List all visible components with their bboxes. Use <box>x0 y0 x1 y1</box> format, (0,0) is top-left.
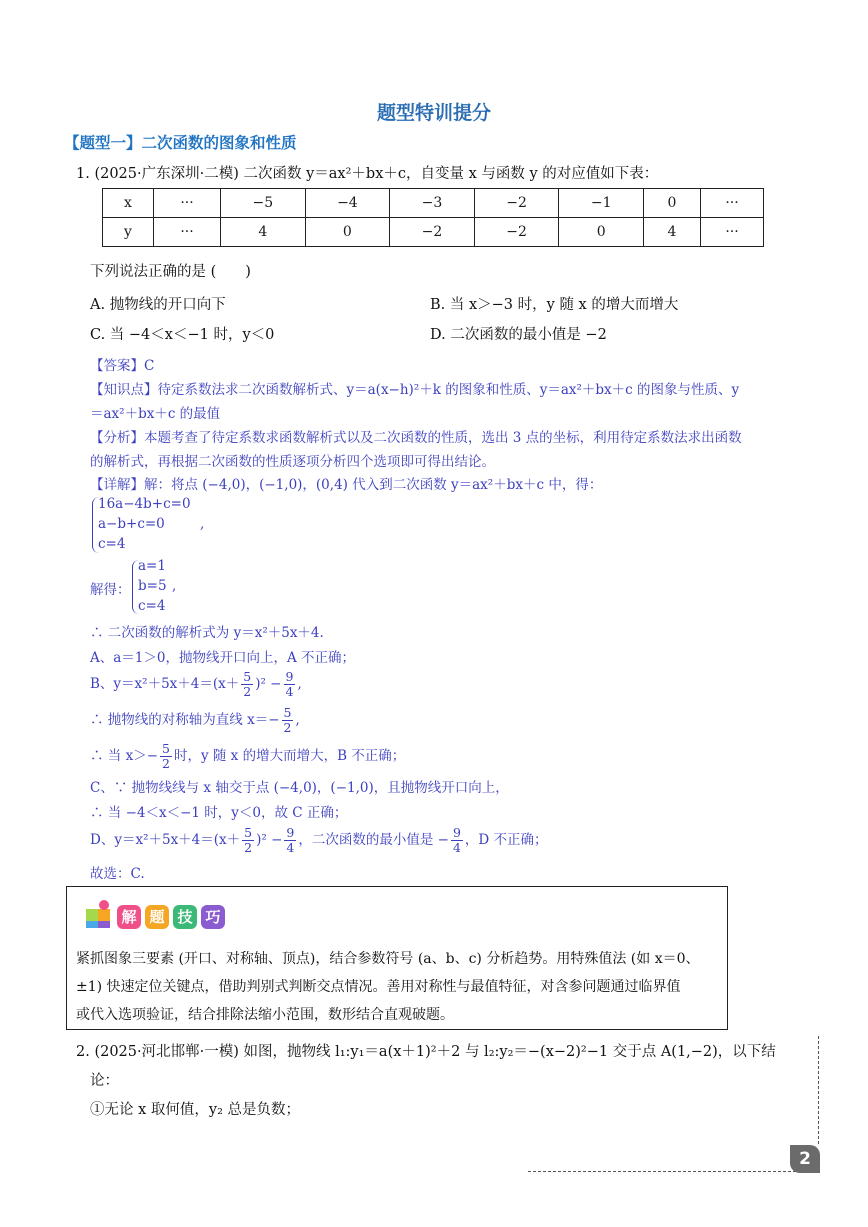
answer: 【答案】C <box>90 358 155 374</box>
fraction <box>451 826 463 855</box>
solve-label: 解得： <box>90 582 131 598</box>
numerator: 5 <box>162 741 170 756</box>
step-text: , <box>297 676 302 692</box>
step-text: ，D 不正确； <box>464 832 548 848</box>
table-cell: y <box>103 218 154 247</box>
solution-line: c=4 <box>138 598 166 614</box>
puzzle-icon <box>85 899 113 929</box>
tip-title-char: 解 <box>117 905 141 929</box>
question-2-stem-cont: 论： <box>90 1073 119 1089</box>
question-1-stem: 1. (2025·广东深圳·二模) 二次函数 y＝ax²＋bx＋c，自变量 x 与函数 y 的对应值如下表： <box>76 166 659 182</box>
page-border-dashed <box>818 1036 819 1144</box>
numerator: 9 <box>452 825 461 840</box>
table-cell: −3 <box>390 189 475 218</box>
step-4 <box>90 706 300 735</box>
option-b: B. 当 x＞−3 时，y 随 x 的增大而增大 <box>430 297 679 313</box>
step-text: B、y＝x²＋5x＋4＝(x＋ <box>90 676 240 692</box>
detail-intro: 【详解】解：将点 (−4,0)，(−1,0)，(0,4) 代入到二次函数 y＝ax²＋bx＋c 中，得： <box>90 477 603 493</box>
question-prompt: 下列说法正确的是 ( ) <box>90 264 251 280</box>
denominator: 4 <box>452 840 461 855</box>
step-9: 故选：C. <box>90 866 145 882</box>
fraction <box>284 670 296 699</box>
table-cell: −2 <box>474 189 559 218</box>
step-text: ∴ 当 x＞− <box>90 748 159 764</box>
tip-text-line: 紧抓图象三要素 (开口、对称轴、顶点)，结合参数符号 (a、b、c) 分析趋势。用特殊值法 (如 x＝0、 <box>76 951 700 967</box>
knowledge-point-cont: ＝ax²＋bx＋c 的最值 <box>90 406 221 422</box>
step-6: C、∵ 抛物线线与 x 轴交于点 (−4,0)，(−1,0)，且抛物线开口向上， <box>90 780 509 796</box>
step-text: ，二次函数的最小值是 − <box>298 832 449 848</box>
tip-title-char: 技 <box>173 905 197 929</box>
table-cell: −5 <box>221 189 306 218</box>
step-8 <box>90 826 548 855</box>
fraction <box>284 826 296 855</box>
step-text: ∴ 抛物线的对称轴为直线 x＝− <box>90 712 280 728</box>
equation-line: a−b+c=0 <box>98 516 165 532</box>
numerator: 5 <box>243 669 252 684</box>
step-text: )² − <box>256 832 283 848</box>
numerator: 5 <box>283 705 292 720</box>
denominator: 2 <box>244 840 253 855</box>
table-cell: 0 <box>644 189 701 218</box>
tip-title-char: 巧 <box>201 905 225 929</box>
step-text: D、y＝x²＋5x＋4＝(x＋ <box>90 832 241 848</box>
equation-line: c=4 <box>98 536 126 552</box>
option-a: A. 抛物线的开口向下 <box>90 297 226 313</box>
section-heading: 【题型一】二次函数的图象和性质 <box>64 134 297 152</box>
table-cell: 4 <box>644 218 701 247</box>
table-cell: −4 <box>305 189 390 218</box>
table-cell: −2 <box>474 218 559 247</box>
step-1: ∴ 二次函数的解析式为 y＝x²＋5x＋4. <box>90 625 324 641</box>
step-text: , <box>295 712 300 728</box>
table-cell: 0 <box>559 218 644 247</box>
equation-line: 16a−4b+c=0 <box>98 496 191 512</box>
numerator: 9 <box>286 825 295 840</box>
page-number: 2 <box>790 1145 820 1173</box>
fraction <box>242 826 254 855</box>
solution-line: b=5 <box>138 578 167 594</box>
table-cell: 0 <box>305 218 390 247</box>
step-5 <box>90 742 405 771</box>
solution-tail: , <box>172 578 177 594</box>
value-table <box>102 188 764 247</box>
table-cell: ··· <box>154 218 221 247</box>
denominator: 2 <box>243 684 252 699</box>
denominator: 4 <box>286 840 295 855</box>
tip-title-char: 题 <box>145 905 169 929</box>
table-cell: ··· <box>154 189 221 218</box>
equation-tail: , <box>200 516 205 532</box>
question-2-stem: 2. (2025·河北邯郸·一模) 如图，抛物线 l₁:y₁＝a(x＋1)²＋2 与 l₂:y₂＝−(x−2)²−1 交于点 A(1,−2)，以下结 <box>76 1044 776 1060</box>
step-text: )² − <box>255 676 282 692</box>
table-cell: −2 <box>390 218 475 247</box>
table-cell: x <box>103 189 154 218</box>
table-cell: ··· <box>701 189 764 218</box>
table-row-y <box>103 218 764 247</box>
table-cell: 4 <box>221 218 306 247</box>
page-title: 题型特训提分 <box>376 102 491 124</box>
tip-box <box>66 886 728 1030</box>
analysis: 【分析】本题考查了待定系数求函数解析式以及二次函数的性质，选出 3 点的坐标，利用待定系数法求出函数 <box>90 430 742 446</box>
fraction <box>160 742 172 771</box>
page-border-dashed <box>528 1171 796 1172</box>
tip-text-line: 或代入选项验证，结合排除法缩小范围，数形结合直观破题。 <box>76 1007 454 1023</box>
step-3 <box>90 670 302 699</box>
step-7: ∴ 当 −4＜x＜−1 时，y＜0，故 C 正确； <box>90 805 348 821</box>
denominator: 2 <box>283 720 292 735</box>
numerator: 5 <box>244 825 253 840</box>
table-cell: −1 <box>559 189 644 218</box>
denominator: 2 <box>162 756 170 771</box>
fraction <box>282 706 294 735</box>
analysis-cont: 的解析式，再根据二次函数的性质逐项分析四个选项即可得出结论。 <box>90 454 495 470</box>
knowledge-point: 【知识点】待定系数法求二次函数解析式、y＝a(x−h)²＋k 的图象和性质、y＝ax²＋bx＋c 的图象与性质、y <box>90 382 740 398</box>
solution-line: a=1 <box>138 558 166 574</box>
fraction <box>241 670 253 699</box>
step-text: 时，y 随 x 的增大而增大，B 不正确； <box>173 748 406 764</box>
step-2: A、a＝1＞0，抛物线开口向上，A 不正确； <box>90 650 356 666</box>
denominator: 4 <box>285 684 294 699</box>
table-cell: ··· <box>701 218 764 247</box>
question-2-item-1: ①无论 x 取何值，y₂ 总是负数； <box>90 1102 301 1118</box>
numerator: 9 <box>285 669 294 684</box>
option-c: C. 当 −4＜x＜−1 时，y＜0 <box>90 327 275 343</box>
option-d: D. 二次函数的最小值是 −2 <box>430 327 607 343</box>
tip-text-line: ±1) 快速定位关键点，借助判别式判断交点情况。善用对称性与最值特征，对含参问题通过临界值 <box>76 979 681 995</box>
table-row-x <box>103 189 764 218</box>
